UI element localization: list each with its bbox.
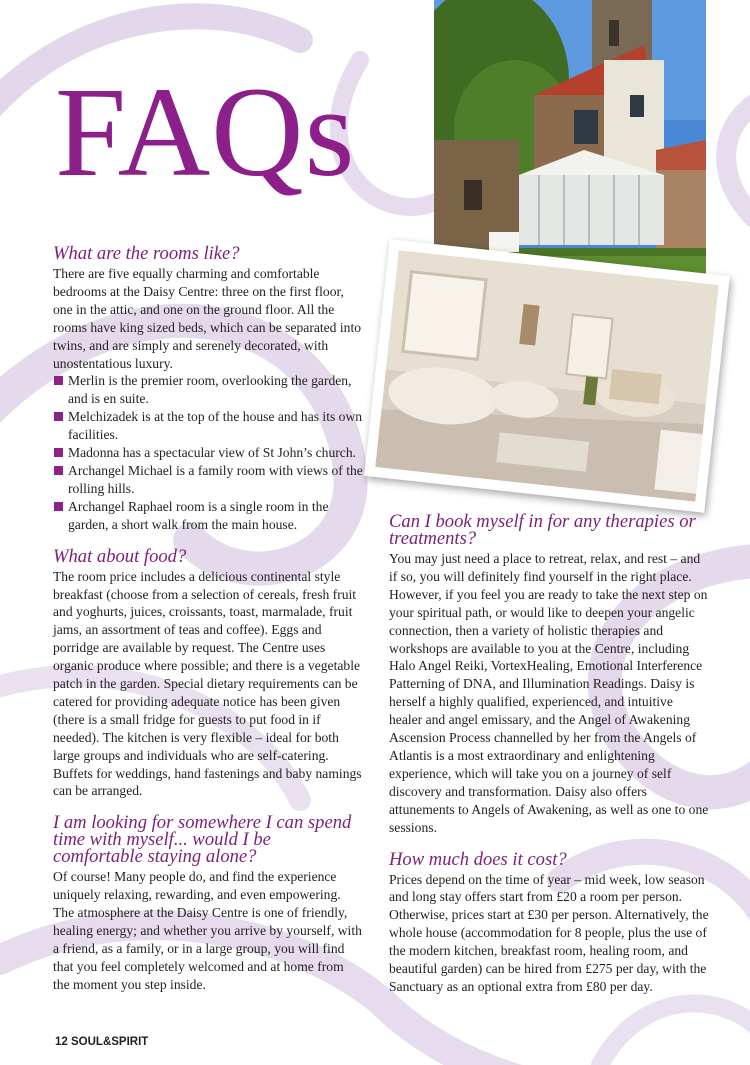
bullet-square-icon [54,412,63,421]
list-item [53,372,363,408]
room-description: Archangel Raphael room is a single room in the garden, a short walk from the main house. [68,498,329,532]
faq-food [53,545,363,801]
faq-rooms [53,245,363,534]
bullet-square-icon [54,376,63,385]
faq-question: What are the rooms like? [53,243,240,264]
list-item [53,462,363,498]
faq-answer: You may just need a place to retreat, relax, and rest – and if so, you will definitely find yourself in the right place. However, if you feel you are ready to take the next step on your spiritual path, or would like to deepen your angelic connection, then a variety of holistic therapies and workshops are available to you at the Centre, including Halo Angel Reiki, VortexHealing, Emotional Interference Patterning of DNA, and Illumination Readings. Daisy is herself a highly qualified, experienced, and intuitive healer and angel emissary, and the Angel of Awakening Ascension Process channelled by her from the Angels of Atlantis is a most extraordinary and enlightening experience, which will take you on a journey of self discovery and transformation. Daisy also offers attunements to Angels of Awakening, as well as one to one sessions. [389,551,709,835]
right-column [389,513,709,996]
list-item [53,408,363,444]
page-footer [55,1036,148,1048]
bullet-square-icon [54,502,63,511]
faq-alone [53,814,363,993]
room-description: Melchizadek is at the top of the house and has its own facilities. [68,409,363,443]
page-number: 12 [55,1036,68,1048]
faq-question: What about food? [53,545,187,567]
left-column [53,245,363,994]
faq-answer: There are five equally charming and comfortable bedrooms at the Daisy Centre: three on the first floor, one in the attic, and one on the ground floor. All the rooms have king sized beds, which can be separated into twins, and are simply and serenely decorated, with unostentatious luxury. [53,266,362,371]
faq-therapies [389,513,709,837]
magazine-name: SOUL&SPIRIT [71,1036,149,1048]
room-description: Madonna has a spectacular view of St John’s church. [68,445,357,461]
room-photo [375,250,719,502]
bullet-square-icon [54,448,63,457]
list-item [53,444,363,462]
list-item [53,498,363,534]
room-description: Archangel Michael is a family room with views of the rolling hills. [68,462,363,496]
faq-cost [389,848,709,996]
room-description: Merlin is the premier room, overlooking the garden, and is en suite. [68,373,352,407]
faq-answer: Of course! Many people do, and find the experience uniquely relaxing, rewarding, and even empowering. The atmosphere at the Daisy Centre is one of friendly, healing energy; and whether you arrive by yourself, with a friend, as a family, or in a large group, you will find that you feel completely welcomed and at home from the moment you step inside. [53,869,362,992]
bullet-square-icon [54,466,63,475]
faq-question: Can I book myself in for any therapies or treatments? [389,511,696,549]
page-title: FAQs [55,61,356,203]
faq-question: I am looking for somewhere I can spend time with myself... would I be comfortable staying alone? [53,812,352,868]
room-list [53,372,363,533]
faq-answer: Prices depend on the time of year – mid week, low season and long stay offers start from £20 a room per person. Otherwise, prices start at £30 per person. Alternatively, the whole house (accommodation for 8 people, plus the use of the modern kitchen, breakfast room, healing room, and beautiful garden) can be hired from £275 per day, with the Sanctuary as an optional extra from £80 per day. [389,871,709,994]
room-photo-frame [364,239,730,513]
faq-question: How much does it cost? [389,848,567,870]
faq-answer: The room price includes a delicious continental style breakfast (choose from a selection of cereals, fresh fruit and yoghurts, juices, croissants, toast, marmalade, fruit jams, an assortment of teas and coffee). Eggs and porridge are available by request. The Centre uses organic produce where possible; and there is a vegetable patch in the garden. Special dietary requirements can be catered for providing adequate notice has been given (there is a small fridge for guests to put food in if needed). The kitchen is very flexible – ideal for both large groups and individuals who are self-catering. Buffets for weddings, hand fastenings and baby namings can be arranged. [53,568,362,799]
